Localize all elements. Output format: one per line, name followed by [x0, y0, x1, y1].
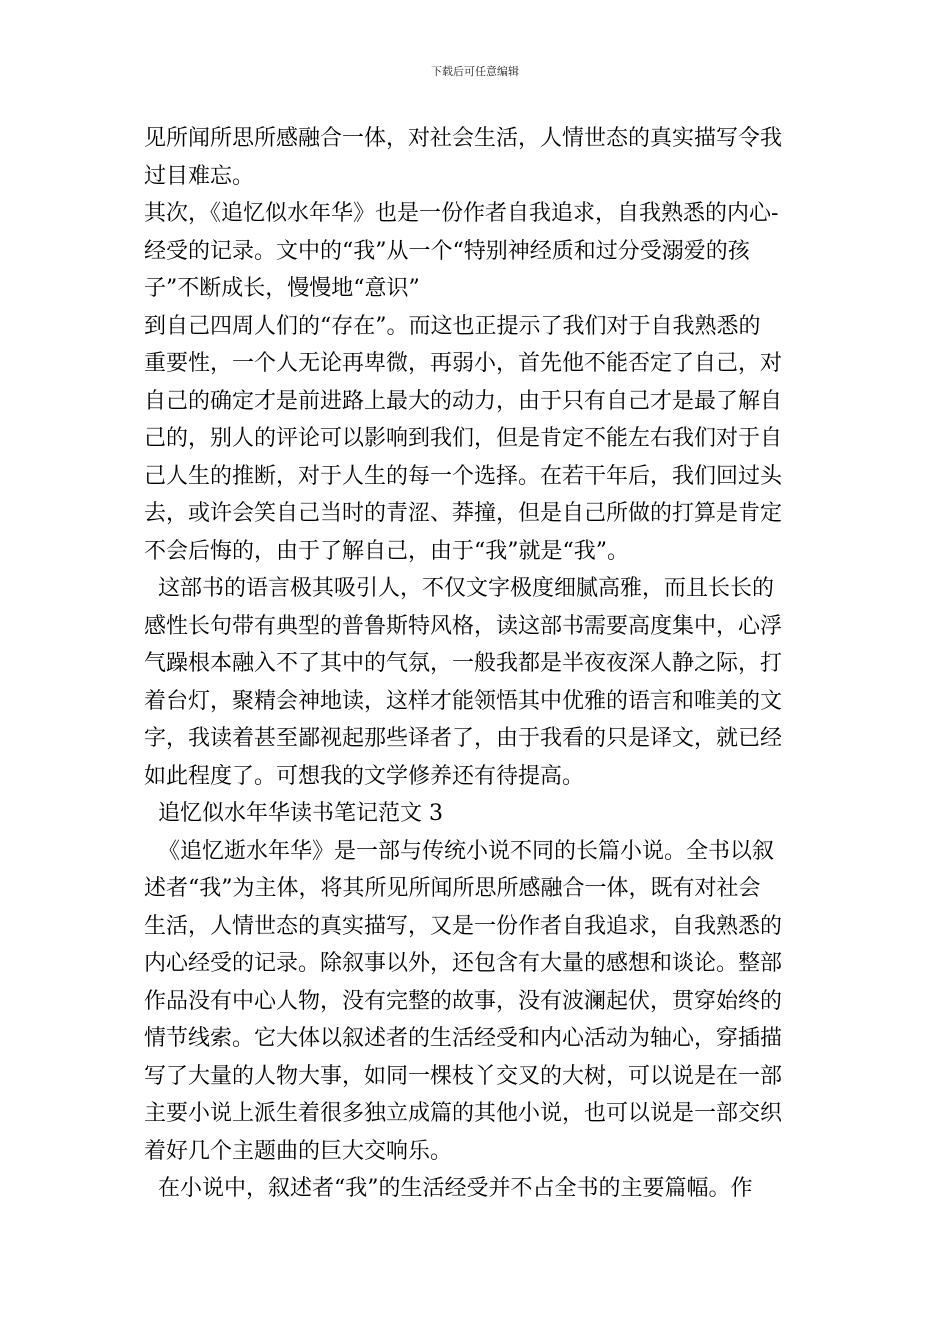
text-line: 到自己四周人们的“存在”。而这也正提示了我们对于自我熟悉的 — [144, 313, 761, 339]
page-header: 下载后可任意编辑 — [431, 65, 519, 78]
text-line: 过目难忘。 — [144, 163, 255, 189]
document-body — [144, 120, 808, 1208]
text-line: 《追忆逝水年华》是一部与传统小说不同的长篇小说。全书以叙 — [144, 838, 774, 864]
text-line: 如此程度了。可想我的文学修养还有待提高。 — [144, 763, 585, 789]
text-line: 着好几个主题曲的巨大交响乐。 — [144, 1138, 453, 1164]
text-line: 自己的确定才是前进路上最大的动力，由于只有自己才是最了解自 — [144, 388, 783, 414]
text-line: 其次，《追忆似水年华》也是一份作者自我追求，自我熟悉的内心- — [144, 201, 779, 226]
text-line: 经受的记录。文中的“我”从一个“特别神经质和过分受溺爱的孩 — [144, 238, 750, 264]
text-line: 见所闻所思所感融合一体，对社会生活，人情世态的真实描写令我 — [144, 126, 783, 151]
text-line: 字，我读着甚至鄙视起那些译者了，由于我看的只是译文，就已经 — [144, 726, 783, 751]
text-line: 追忆似水年华读书笔记范文 3 — [144, 801, 443, 826]
text-line: 气躁根本融入不了其中的气氛，一般我都是半夜夜深人静之际，打 — [144, 651, 783, 676]
text-line: 作品没有中心人物，没有完整的故事，没有波澜起伏，贯穿始终的 — [144, 988, 783, 1014]
text-line: 内心经受的记录。除叙事以外，还包含有大量的感想和谈论。整部 — [144, 951, 783, 976]
text-line: 生活，人情世态的真实描写，又是一份作者自我追求，自我熟悉的 — [144, 913, 783, 939]
text-line: 述者“我”为主体，将其所见所闻所思所感融合一体，既有对社会 — [144, 876, 761, 901]
text-line: 着台灯，聚精会神地读，这样才能领悟其中优雅的语言和唯美的文 — [144, 688, 783, 714]
text-line: 子”不断成长，慢慢地“意识” — [144, 276, 420, 301]
text-line: 这部书的语言极其吸引人，不仅文字极度细腻高雅，而且长长的 — [144, 576, 774, 601]
text-line: 在小说中，叙述者“我”的生活经受并不占全书的主要篇幅。作 — [144, 1176, 753, 1201]
text-line: 去，或许会笑自己当时的青涩、莽撞，但是自己所做的打算是肯定 — [144, 501, 783, 526]
text-line: 重要性，一个人无论再卑微，再弱小，首先他不能否定了自己，对 — [144, 351, 783, 376]
text-line: 感性长句带有典型的普鲁斯特风格，读这部书需要高度集中，心浮 — [144, 613, 783, 639]
text-line: 己的，别人的评论可以影响到我们，但是肯定不能左右我们对于自 — [144, 426, 783, 451]
text-line: 情节线索。它大体以叙述者的生活经受和内心活动为轴心，穿插描 — [144, 1026, 783, 1051]
text-line: 主要小说上派生着很多独立成篇的其他小说，也可以说是一部交织 — [144, 1101, 783, 1126]
text-line: 己人生的推断，对于人生的每一个选择。在若干年后，我们回过头 — [144, 463, 783, 489]
text-line: 写了大量的人物大事，如同一棵枝丫交叉的大树，可以说是在一部 — [144, 1063, 783, 1089]
text-line: 不会后悔的，由于了解自己，由于“我”就是“我”。 — [144, 538, 629, 564]
